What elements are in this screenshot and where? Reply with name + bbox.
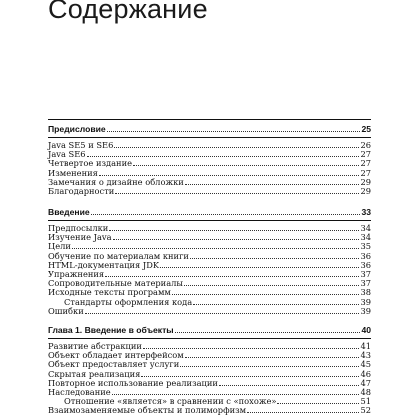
toc-item-page-number: 27 [360,158,371,169]
toc-item-label: Благодарности [48,186,115,196]
toc-section-2-label: Глава 1. Введение в объекты [48,325,174,335]
toc-item-page-number: 36 [360,250,371,261]
dot-leader [115,186,359,194]
toc-item-label: Упражнения [48,269,105,279]
toc-item[interactable] [48,306,371,316]
dot-leader [133,158,359,166]
dot-leader [107,124,361,132]
toc-section-1[interactable] [48,207,371,217]
dot-leader [277,396,359,404]
toc-item-label: Исходные тексты программ [48,287,171,298]
toc-item-page-number: 39 [360,296,371,307]
toc-item-page-number: 39 [360,305,371,316]
toc-item-label: HTML-документация JDK [48,259,160,270]
toc-item-label: Четвертое издание [48,158,133,169]
section-divider [48,338,371,339]
dot-leader [87,149,360,157]
toc-item-label: Java SE6 [48,149,86,160]
toc-item-label: Изучение Java [48,232,112,243]
dot-leader [247,405,359,413]
toc-section-0[interactable] [48,124,371,134]
toc-item-label: Стандарты оформления кода [64,296,193,307]
toc-item-label: Обучение по материалам книги [48,250,189,261]
toc-item-label: Объект предоставляет услуги [48,359,180,370]
dot-leader [172,287,360,295]
dot-leader [219,378,359,386]
toc-item-page-number: 35 [360,241,371,252]
toc-item-page-number: 29 [360,176,371,187]
toc-item-page-number: 47 [360,377,371,388]
dot-leader [160,260,359,268]
toc-item-label: Взаимозаменяемые объекты и полиморфизм [48,405,247,416]
dot-leader [185,350,360,358]
toc-item-page-number: 36 [360,259,371,270]
toc-item-page-number: 48 [360,387,371,397]
dot-leader [114,140,359,148]
toc-item-label: Изменения [48,167,98,178]
dot-leader [175,325,361,333]
dot-leader [91,207,361,215]
toc-item-page-number: 27 [360,149,371,160]
toc-item-label: Цели [48,241,71,252]
toc-item-page-number: 29 [360,186,371,196]
dot-leader [109,223,359,231]
section-divider [48,220,371,221]
dot-leader [113,232,360,240]
toc-item-page-number: 43 [360,350,371,361]
toc-item-page-number: 41 [360,341,371,351]
toc-item-page-number: 34 [360,223,371,233]
toc-item-page-number: 34 [360,232,371,243]
toc-item[interactable] [48,405,371,415]
toc-item-label: Предпосылки [48,223,109,233]
dot-leader [85,306,360,314]
toc-item-page-number: 38 [360,287,371,298]
section-divider [48,137,371,138]
dot-leader [184,278,359,286]
toc-item-page-number: 51 [360,396,371,407]
toc-item-page-number: 52 [360,405,371,416]
dot-leader [185,177,360,185]
toc-section-0-label: Предисловие [48,124,106,134]
toc-item-label: Повторное использование реализации [48,377,218,388]
dot-leader [72,241,359,249]
dot-leader [112,387,360,395]
toc-item-label: Объект обладает интерфейсом [48,350,184,361]
toc-section-1-page-number: 33 [361,207,371,217]
toc-item[interactable] [48,186,371,196]
dot-leader [193,297,359,305]
toc-item-label: Ошибки [48,305,84,316]
toc-item-label: Сопроводительные материалы [48,278,184,289]
dot-leader [99,168,360,176]
page-title: Содержание [48,0,208,24]
toc-item-page-number: 46 [360,368,371,379]
toc-item-label: Наследование [48,387,111,397]
toc-item-page-number: 37 [360,278,371,289]
toc-item-page-number: 27 [360,167,371,178]
toc-section-1-label: Введение [48,207,90,217]
toc-section-2[interactable] [48,325,371,335]
toc-item-label: Java SE5 и SE6 [48,140,114,150]
toc-section-0-page-number: 25 [361,124,371,134]
toc-item-label: Скрытая реализация [48,368,141,379]
toc-item-page-number: 26 [360,140,371,150]
toc-section-2-page-number: 40 [361,325,371,335]
toc-item-page-number: 37 [360,269,371,279]
toc-item-label: Замечания о дизайне обложки [48,176,184,187]
dot-leader [190,251,359,259]
dot-leader [141,369,359,377]
dot-leader [105,269,359,277]
dot-leader [143,341,359,349]
toc-item-label: Отношение «является» в сравнении с «похоже» [64,396,277,407]
dot-leader [180,359,359,367]
toc-item-page-number: 45 [360,359,371,370]
toc-item-label: Развитие абстракции [48,341,142,351]
